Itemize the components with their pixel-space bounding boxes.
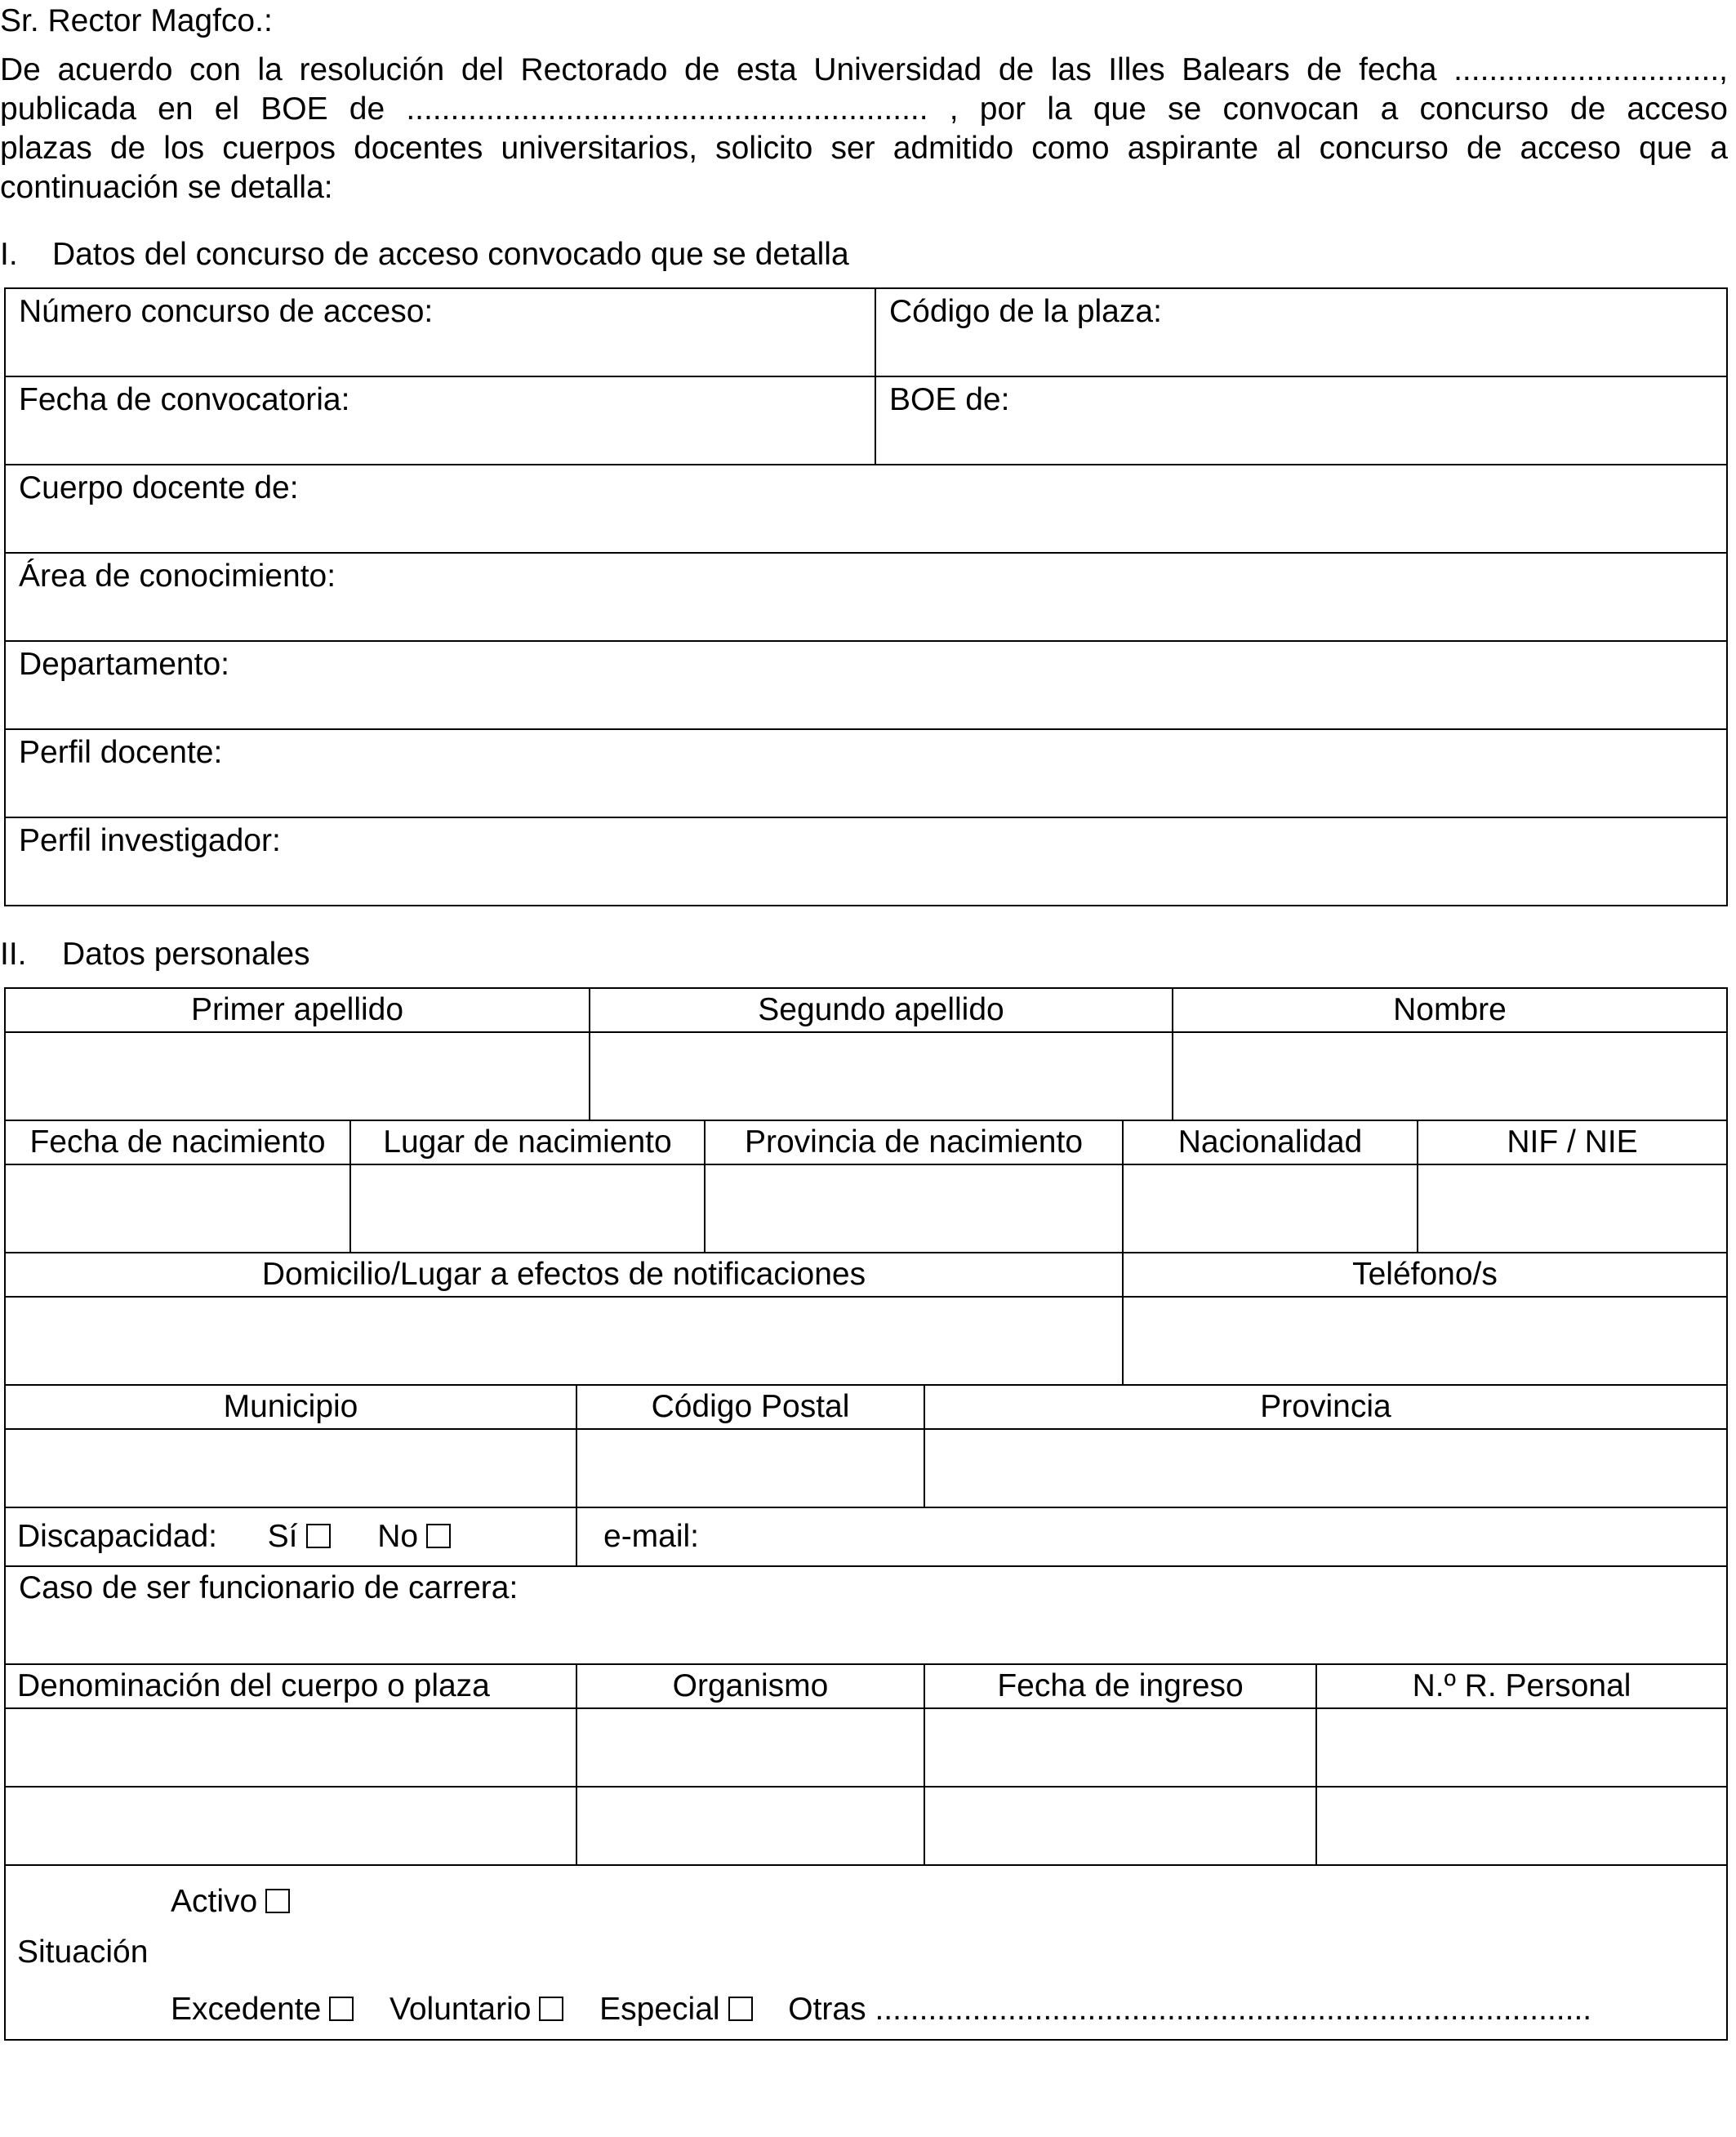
input-organismo-1[interactable]: [576, 1708, 924, 1787]
situacion-cell: [5, 1865, 1727, 2040]
input-nro-registro-personal-1[interactable]: [1316, 1708, 1727, 1787]
situacion-activo-row: [171, 1882, 290, 1921]
section-2-title: Datos personales: [62, 937, 310, 972]
email-label: e-mail:: [603, 1519, 700, 1554]
intro-line-3: plazas de los cuerpos docentes universitarios, solicito ser admitido como aspirante al concurso de acceso que a: [0, 131, 1728, 166]
situacion-excedente-label: Excedente: [171, 1992, 322, 2027]
contest-data-table: [4, 287, 1728, 906]
section-1-title: Datos del concurso de acceso convocado que se detalla: [52, 237, 849, 272]
input-organismo-2[interactable]: [576, 1787, 924, 1865]
situacion-otras-field[interactable]: Otras .................................................................................: [788, 1992, 1592, 2027]
discapacidad-cell: [5, 1507, 576, 1566]
input-provincia[interactable]: [924, 1429, 1727, 1507]
field-fecha-convocatoria[interactable]: [5, 376, 875, 465]
situacion-especial-label: Especial: [599, 1992, 720, 2027]
header-municipio: Municipio: [5, 1385, 576, 1429]
field-codigo-plaza-label: Código de la plaza:: [889, 294, 1162, 329]
field-numero-concurso-label: Número concurso de acceso:: [19, 294, 434, 329]
field-area-conocimiento-label: Área de conocimiento:: [19, 559, 336, 594]
input-municipio[interactable]: [5, 1429, 576, 1507]
location-table: [4, 1384, 1728, 1508]
header-domicilio: Domicilio/Lugar a efectos de notificaciones: [5, 1253, 1123, 1297]
situacion-activo-checkbox[interactable]: [265, 1889, 290, 1913]
intro-line-4: continuación se detalla:: [0, 170, 333, 205]
input-telefono[interactable]: [1123, 1297, 1727, 1385]
situacion-excedente-checkbox[interactable]: [329, 1997, 354, 2021]
input-domicilio[interactable]: [5, 1297, 1123, 1385]
field-perfil-docente-label: Perfil docente:: [19, 735, 223, 770]
field-fecha-convocatoria-label: Fecha de convocatoria:: [19, 382, 350, 417]
service-record-table: [4, 1663, 1728, 1866]
input-primer-apellido[interactable]: [5, 1032, 590, 1120]
input-nombre[interactable]: [1173, 1032, 1727, 1120]
input-codigo-postal[interactable]: [576, 1429, 924, 1507]
salutation: Sr. Rector Magfco.:: [0, 3, 273, 38]
discapacidad-si-checkbox[interactable]: [306, 1524, 331, 1548]
header-organismo: Organismo: [576, 1664, 924, 1708]
header-codigo-postal: Código Postal: [576, 1385, 924, 1429]
names-table: [4, 987, 1728, 1121]
header-nif-nie: NIF / NIE: [1418, 1120, 1727, 1164]
situacion-voluntario-label: Voluntario: [389, 1992, 532, 2027]
header-telefono: Teléfono/s: [1123, 1253, 1727, 1297]
email-field[interactable]: [576, 1507, 1727, 1566]
field-numero-concurso[interactable]: [5, 288, 875, 376]
input-nacionalidad[interactable]: [1123, 1164, 1418, 1253]
input-fecha-ingreso-1[interactable]: [924, 1708, 1316, 1787]
field-boe-label: BOE de:: [889, 382, 1010, 417]
birth-data-table: [4, 1120, 1728, 1253]
header-nacionalidad: Nacionalidad: [1123, 1120, 1418, 1164]
input-provincia-nacimiento[interactable]: [705, 1164, 1123, 1253]
situacion-label: Situación: [17, 1934, 149, 1970]
header-nro-registro-personal: N.º R. Personal: [1316, 1664, 1727, 1708]
field-codigo-plaza[interactable]: [875, 288, 1727, 376]
field-boe[interactable]: [875, 376, 1727, 465]
civil-servant-table: [4, 1565, 1728, 1665]
input-lugar-nacimiento[interactable]: [350, 1164, 705, 1253]
field-perfil-investigador[interactable]: [5, 817, 1727, 906]
situacion-activo-label: Activo: [171, 1884, 258, 1919]
input-segundo-apellido[interactable]: [590, 1032, 1173, 1120]
discapacidad-si-label: Sí: [267, 1519, 298, 1554]
header-lugar-nacimiento: Lugar de nacimiento: [350, 1120, 705, 1164]
field-perfil-docente[interactable]: [5, 729, 1727, 817]
field-cuerpo-docente[interactable]: [5, 465, 1727, 553]
discapacidad-no-checkbox[interactable]: [426, 1524, 451, 1548]
header-segundo-apellido: Segundo apellido: [590, 988, 1173, 1032]
input-denominacion-cuerpo-2[interactable]: [5, 1787, 576, 1865]
section-2-number: II.: [0, 937, 27, 972]
disability-email-table: [4, 1507, 1728, 1567]
input-fecha-ingreso-2[interactable]: [924, 1787, 1316, 1865]
header-provincia: Provincia: [924, 1385, 1727, 1429]
discapacidad-no-label: No: [377, 1519, 419, 1554]
field-area-conocimiento[interactable]: [5, 553, 1727, 641]
header-provincia-nacimiento: Provincia de nacimiento: [705, 1120, 1123, 1164]
input-nro-registro-personal-2[interactable]: [1316, 1787, 1727, 1865]
funcionario-label: Caso de ser funcionario de carrera:: [19, 1570, 519, 1605]
section-1-number: I.: [0, 237, 18, 272]
intro-line-2: publicada en el BOE de ........................................................... , por la que se convocan a concurso de acceso: [0, 91, 1728, 127]
input-nif-nie[interactable]: [1418, 1164, 1727, 1253]
funcionario-cell[interactable]: [5, 1566, 1727, 1664]
input-denominacion-cuerpo-1[interactable]: [5, 1708, 576, 1787]
discapacidad-label: Discapacidad:: [17, 1519, 217, 1554]
field-cuerpo-docente-label: Cuerpo docente de:: [19, 470, 299, 505]
situacion-voluntario-checkbox[interactable]: [539, 1997, 563, 2021]
header-nombre: Nombre: [1173, 988, 1727, 1032]
intro-line-1: De acuerdo con la resolución del Rectorado de esta Universidad de las Illes Balears de fecha ..............................,: [0, 52, 1728, 87]
situation-table: [4, 1864, 1728, 2041]
intro-paragraph: [0, 51, 1728, 207]
input-fecha-nacimiento[interactable]: [5, 1164, 350, 1253]
header-primer-apellido: Primer apellido: [5, 988, 590, 1032]
situacion-options-row: [171, 1990, 1591, 2029]
field-departamento-label: Departamento:: [19, 647, 229, 682]
header-fecha-ingreso: Fecha de ingreso: [924, 1664, 1316, 1708]
situacion-especial-checkbox[interactable]: [728, 1997, 753, 2021]
field-perfil-investigador-label: Perfil investigador:: [19, 823, 281, 858]
header-fecha-nacimiento: Fecha de nacimiento: [5, 1120, 350, 1164]
field-departamento[interactable]: [5, 641, 1727, 729]
address-table: [4, 1252, 1728, 1386]
header-denominacion-cuerpo: Denominación del cuerpo o plaza: [5, 1664, 576, 1708]
